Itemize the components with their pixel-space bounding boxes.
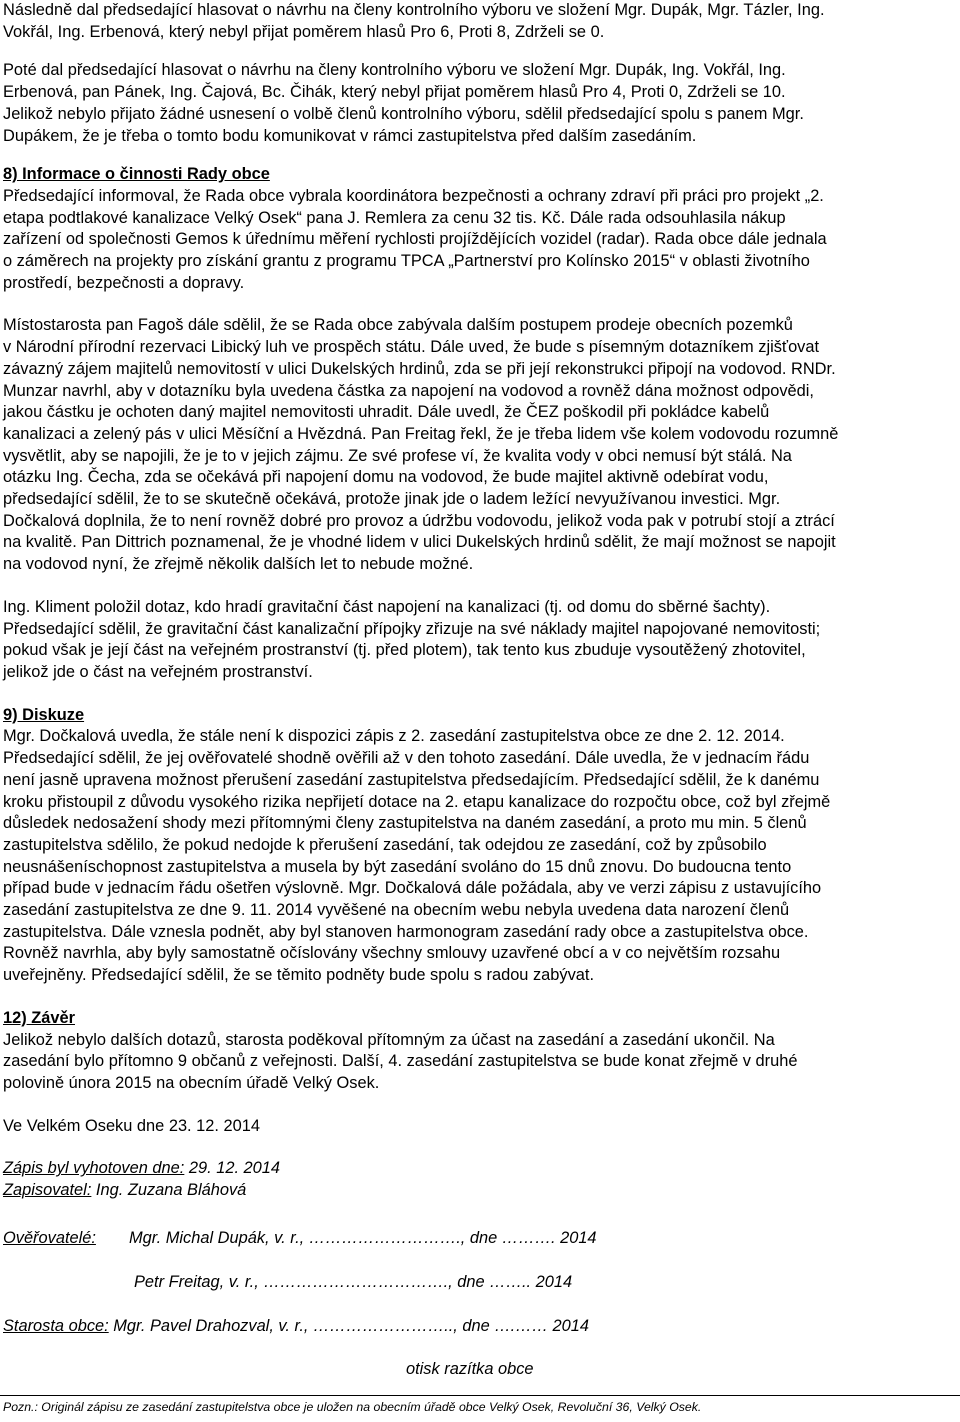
text-line: zařízení od společnosti Gemos k úřednímu měření rychlosti projíždějících vozidel (radar). Rada obce dále jednala (3, 230, 827, 249)
text-line: Rovněž navrhla, aby byly samostatně očíslovány všechny smlouvy uzavřené obcí a v co největším rozsahu (3, 944, 781, 963)
text-line: polovině února 2015 na obecním úřadě Velký Osek. (3, 1073, 380, 1092)
text-line: důsledek nedosažení shody mezi přítomnými členy zastupitelstva na daném zasedání, a proto mu min. 5 členů (3, 814, 807, 833)
recorder-value: Ing. Zuzana Bláhová (91, 1181, 247, 1200)
text-line: uveřejněny. Předsedající sdělil, že se těmito podněty bude spolu s radou zabývat. (3, 966, 595, 985)
text-line: zasedání bylo přítomno 9 občanů z veřejnosti. Další, 4. zasedání zastupitelstva se bude konat zřejmě v druhé (3, 1052, 798, 1071)
text-line: Poté dal předsedající hlasovat o návrhu na členy kontrolního výboru ve složení Mgr. Dupák, Ing. Vokřál, Ing. (3, 61, 786, 80)
text-line: Předsedající informoval, že Rada obce vybrala koordinátora bezpečnosti a ochrany zdraví při práci pro projekt „2. (3, 186, 824, 205)
text-line: Jelikož nebylo dalších dotazů, starosta poděkoval přítomným za účast na zasedání a zasedání ukončil. Na (3, 1030, 775, 1049)
text-line: zasedání zastupitelstva ze dne 9. 11. 2014 vyvěšené na obecním webu nebyla uvedena data narození členů (3, 901, 790, 920)
mayor-signature (3, 1317, 589, 1336)
record-date-value: 29. 12. 2014 (184, 1159, 281, 1178)
text-line: Jelikož nebylo přijato žádné usnesení o volbě členů kontrolního výboru, sdělil předsedající spolu s panem Mgr. (3, 104, 804, 123)
text-line: Předsedající sdělil, že gravitační část kanalizační přípojky zřizuje na své náklady majitel napojované nemovitosti; (3, 619, 821, 638)
record-date-label: Zápis byl vyhotoven dne: (3, 1159, 185, 1178)
text-line: případ bude v jednacím řádu ošetřen výslovně. Mgr. Dočkalová dále požádala, aby ve verzi zápisu z ustavujícího (3, 879, 822, 898)
verifier-2 (134, 1273, 572, 1292)
verifiers-label: Ověřovatelé: (3, 1229, 96, 1247)
place-date: Ve Velkém Oseku dne 23. 12. 2014 (3, 1116, 260, 1135)
text-line: Místostarosta pan Fagoš dále sdělil, že se Rada obce zabývala dalším postupem prodeje obecních pozemků (3, 316, 793, 335)
record-date (3, 1158, 957, 1201)
text-line: na kvalitě. Pan Dittrich poznamenal, že je vhodné lidem v ulici Dukelských hrdinů sdělit, že mají možnost se napojit (3, 533, 836, 552)
text-line: otázku Ing. Čecha, zda se očekává při napojení domu na vodovod, že bude majitel aktivně odebírat vodu, (3, 468, 769, 487)
section-12 (3, 1008, 957, 1095)
text-line: Dupákem, že je třeba o tomto bodu komunikovat v rámci zastupitelstva před dalším zasedáním. (3, 126, 697, 145)
text-line: zastupitelstva. Dále vznesla podnět, aby byl stanoven harmonogram zasedání rady obce a zastupitelstva obce. (3, 922, 809, 941)
text-line: zastupitelstva sdělilo, že pokud nedojde k přerušení zasedání, tak odejdou ze zasedání, což by způsobilo (3, 835, 767, 854)
section-heading: 12) Závěr (3, 1008, 75, 1027)
text-line: neusnášeníschopnost zastupitelstva a musela by být zasedání svoláno do 15 dnů znovu. Do budoucna tento (3, 857, 792, 876)
section-8 (3, 164, 957, 294)
paragraph-vote-2 (3, 60, 957, 147)
text-line: jakou částku je ochoten daný majitel nemovitosti uhradit. Dále uvedl, že ČEZ poškodil při pokládce kabelů (3, 403, 770, 422)
footer-divider (0, 1395, 960, 1396)
text-line: závazný zájem majitelů nemovitostí v ulici Dukelských hrdinů, zda se při její rekonstrukci připojí na vodovod. RNDr. (3, 359, 836, 378)
text-line: kanalizaci a zelený pás v ulici Měsíční a Hvězdná. Pan Freitag řekl, že je třeba lidem vše kolem vodovodu rozumně (3, 424, 839, 443)
text-line: v Národní přírodní rezervaci Libický luh ve prospěch státu. Dále uved, že bude s písemným dotazníkem zjišťovat (3, 338, 820, 357)
verifier-1 (3, 1229, 597, 1248)
text-line: kroku přistoupil z důvodu vysokého rizika nepřijetí dotace na 2. etapu kanalizace do rozpočtu obce, což byl zřejmě (3, 792, 831, 811)
section-9 (3, 705, 957, 987)
text-line: předsedající sdělil, že to se skutečně očekává, protože jinak jde o ladem ležící nevyužívanou investici. Mgr. (3, 490, 781, 509)
text-line: vysvětlit, aby se napojili, že je to v jejich zájmu. Ze své profese ví, že kvalita vody v obci nemusí být stálá. Na (3, 446, 792, 465)
section-heading: 8) Informace o činnosti Rady obce (3, 165, 270, 184)
text-line: Mgr. Dočkalová uvedla, že stále není k dispozici zápis z 2. zasedání zastupitelstva obce ze dne 2. 12. 2014. (3, 727, 785, 746)
text-line: není jasně upravena možnost přerušení zasedání zastupitelstva předsedajícím. Předsedající sdělil, že k danému (3, 770, 820, 789)
paragraph-vote-1 (3, 0, 957, 43)
text-line: Munzar navrhl, aby v dotazníku byla uvedena částka za napojení na vodovod a rovněž dána možnost odpovědi, (3, 381, 814, 400)
text-line: Ing. Kliment položil dotaz, kdo hradí gravitační část napojení na kanalizaci (tj. od domu do sběrné šachty). (3, 597, 771, 616)
text-line: o záměrech na projekty pro získání grantu z programu TPCA „Partnerství pro Kolínsko 2015“ v oblasti životního (3, 252, 810, 271)
text-line: etapa podtlakové kanalizace Velký Osek“ pana J. Remlera za cenu 32 tis. Kč. Dále rada odsouhlasila nákup (3, 208, 786, 227)
stamp-placeholder: otisk razítka obce (406, 1360, 534, 1378)
document-body (3, 0, 957, 1202)
text-line: Vokřál, Ing. Erbenová, který nebyl přijat poměrem hlasů Pro 6, Proti 8, Zdrželi se 0. (3, 22, 605, 41)
text-line: Dočkalová doplnila, že to není rovněž dobré pro provoz a údržbu vodovodu, jelikož voda pak v potrubí stojí a ztrácí (3, 511, 835, 530)
paragraph-kliment (3, 597, 957, 684)
text-line: pokud však je její část na veřejném prostranství (tj. před plotem), tak tento kus zbuduje vysoutěžený zhotovitel, (3, 641, 806, 660)
paragraph-deputy-mayor (3, 315, 957, 575)
verifier-1-value: Mgr. Michal Dupák, v. r., ………………………., dne ………. 2014 (129, 1229, 597, 1247)
text-line: Předsedající sdělil, že jej ověřovatelé shodně ověřili až v den tohoto zasedání. Dále uvedla, že v jednacím řádu (3, 749, 810, 768)
text-line: na vodovod nyní, že zřejmě několik dalších let to nebude možné. (3, 555, 474, 574)
verifier-2-value: Petr Freitag, v. r., ……………………………., dne …….. 2014 (134, 1273, 573, 1291)
mayor-value: Mgr. Pavel Drahozval, v. r., …………………….., dne ….…… 2014 (108, 1317, 590, 1335)
text-line: prostředí, bezpečnosti a dopravy. (3, 273, 245, 292)
recorder-label: Zapisovatel: (3, 1181, 92, 1200)
footer-note: Pozn.: Originál zápisu ze zasedání zastupitelstva obce je uložen na obecním úřadě obce Velký Osek, Revoluční 36, Velký Osek. (3, 1400, 702, 1414)
section-heading: 9) Diskuze (3, 705, 85, 724)
mayor-label: Starosta obce: (3, 1317, 109, 1335)
text-line: Následně dal předsedající hlasovat o návrhu na členy kontrolního výboru ve složení Mgr. Dupák, Mgr. Tázler, Ing. (3, 1, 825, 19)
text-line: jelikož jde o část na veřejném prostranství. (3, 662, 313, 681)
text-line: Erbenová, pan Pánek, Ing. Čajová, Bc. Čihák, který nebyl přijat poměrem hlasů Pro 4, Proti 0, Zdrželi se 10. (3, 83, 786, 102)
